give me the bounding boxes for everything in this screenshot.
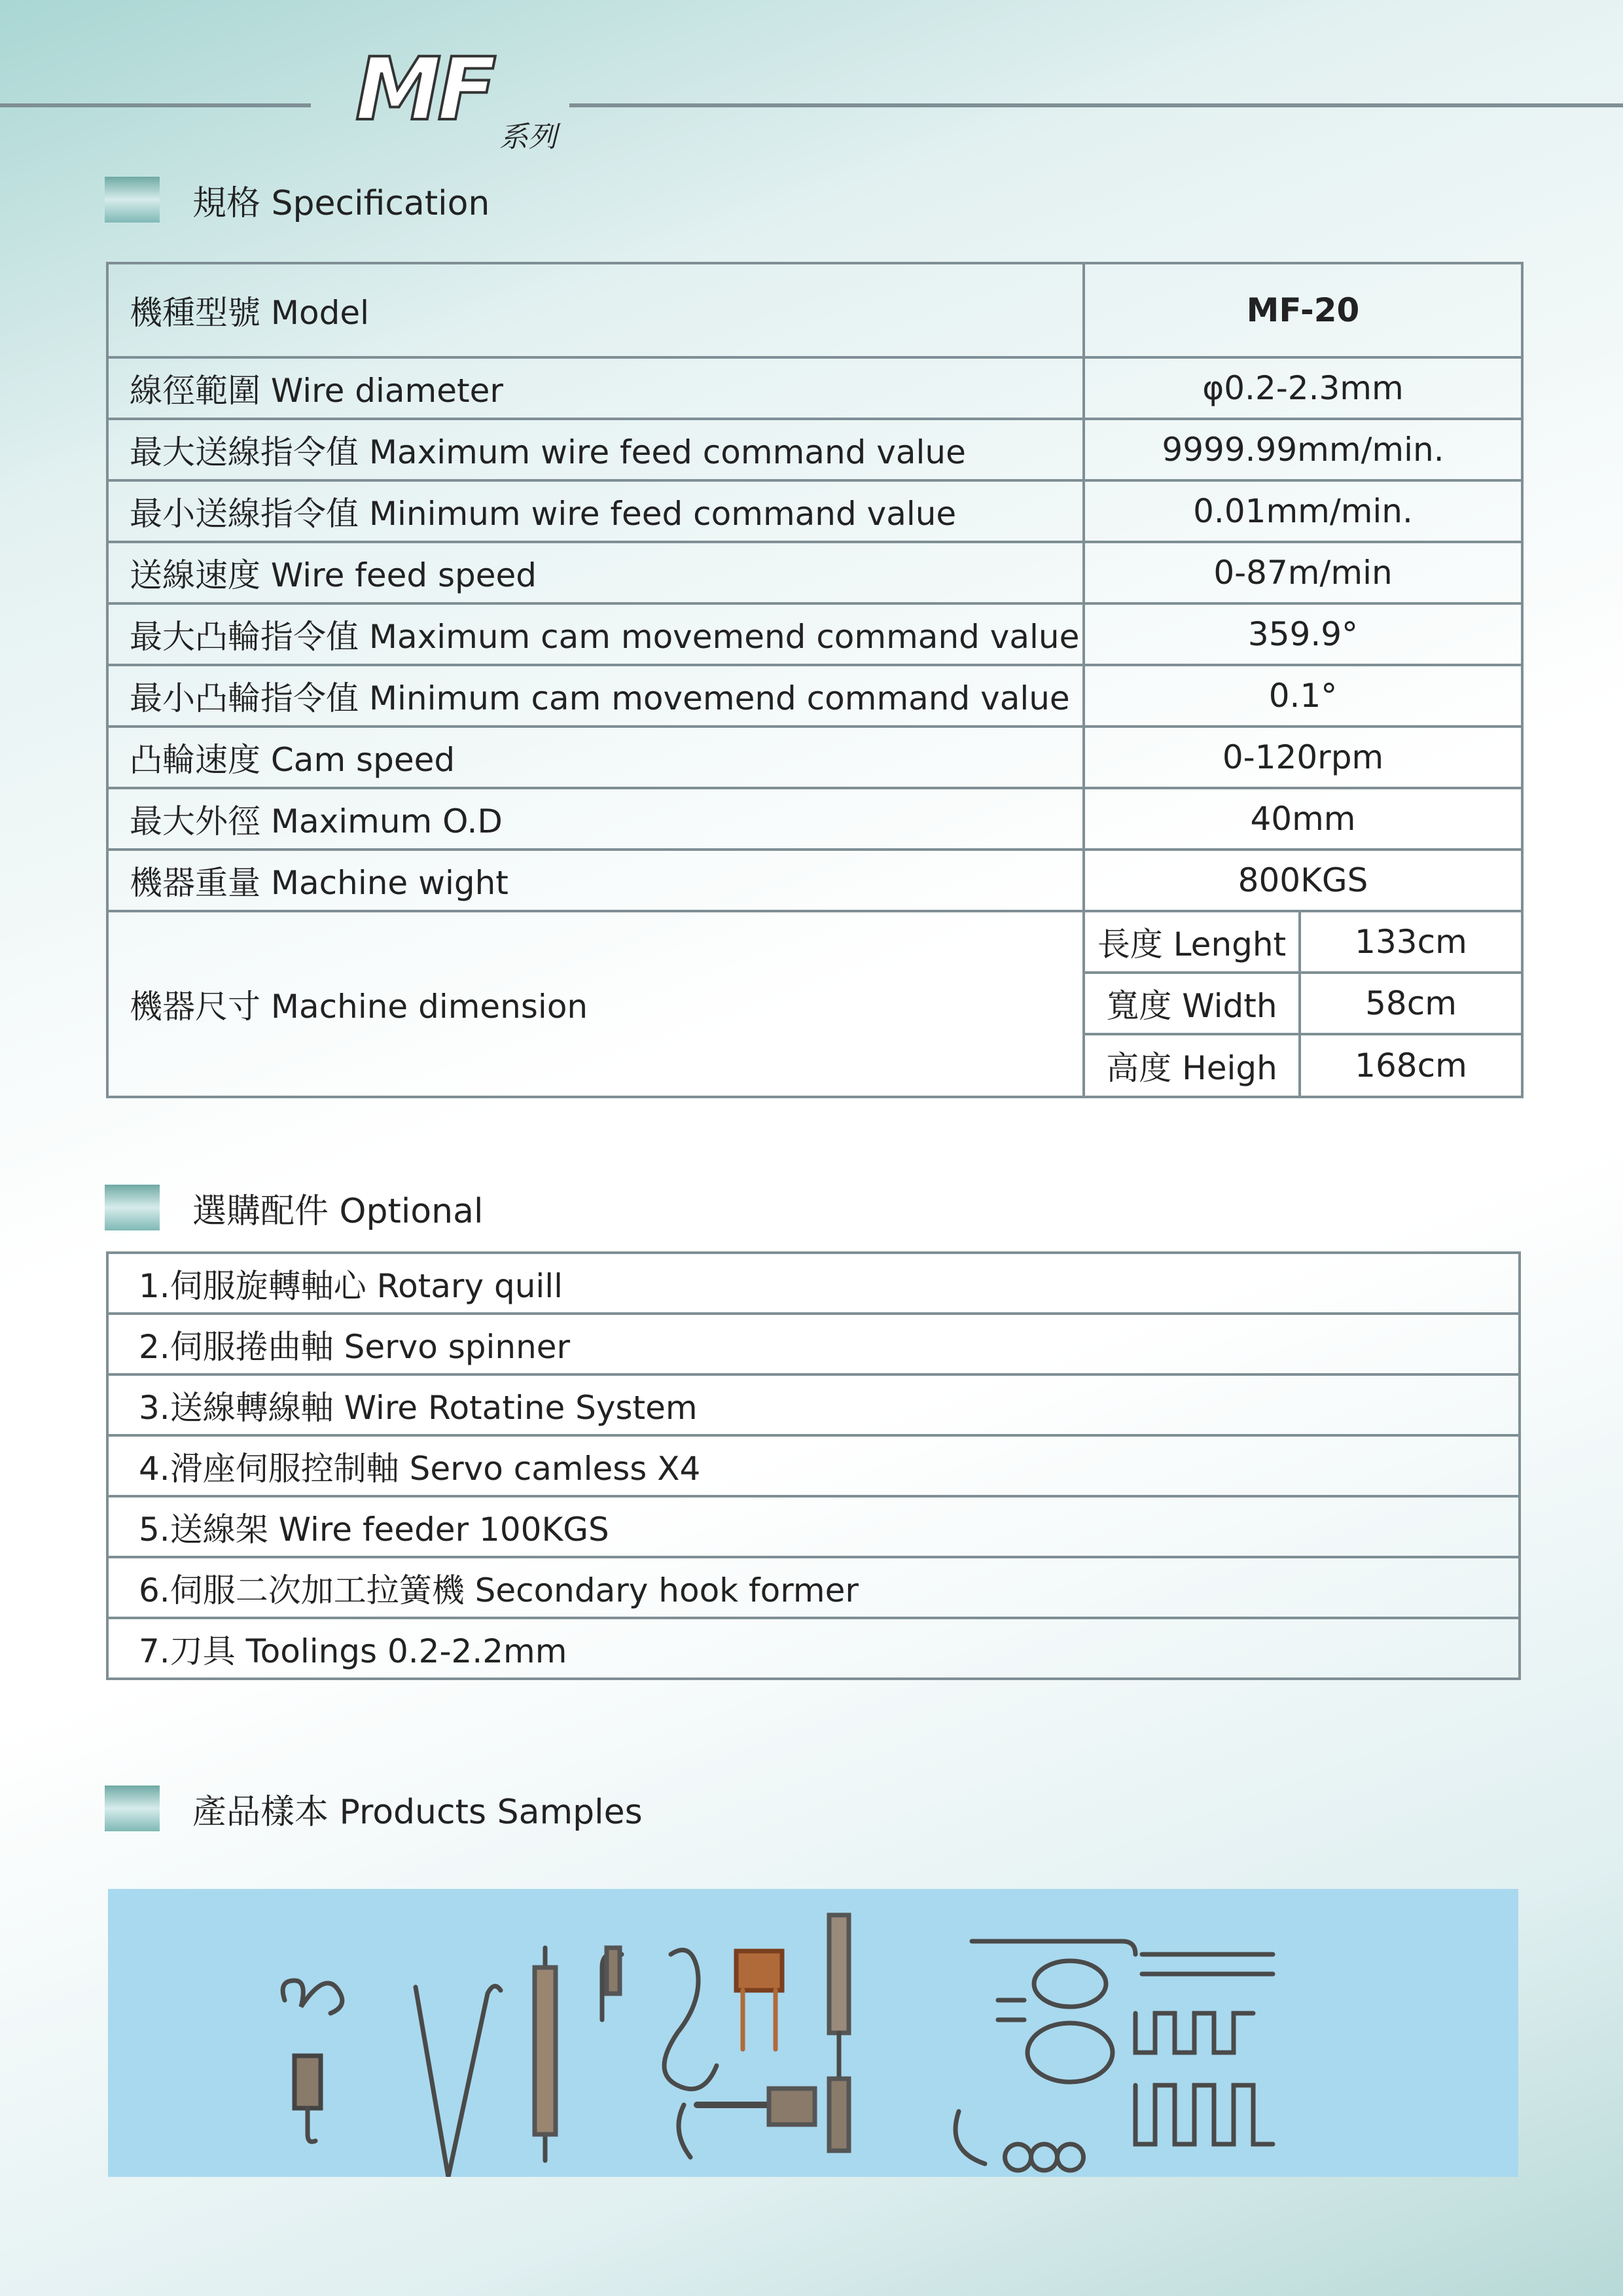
table-row (107, 850, 1522, 911)
mf-logo-icon (350, 46, 507, 131)
products-samples-image (108, 1889, 1518, 2177)
spring-icon (535, 1967, 556, 2134)
spec-value: 0.01mm/min. (1084, 480, 1522, 542)
spec-section-title (105, 170, 490, 229)
spec-value: φ0.2-2.3mm (1084, 357, 1522, 419)
spec-value: MF-20 (1084, 263, 1522, 357)
list-item (107, 1557, 1520, 1618)
optional-item: 7.刀具 Toolings 0.2-2.2mm (107, 1618, 1520, 1679)
list-item (107, 1374, 1520, 1435)
samples-section-title (105, 1779, 643, 1838)
table-row (107, 788, 1522, 850)
spring-icon (294, 2056, 321, 2108)
table-row (107, 542, 1522, 603)
dimension-sub-label: 長度 Lenght (1084, 911, 1300, 973)
svg-text:MF: MF (355, 46, 493, 131)
list-item (107, 1435, 1520, 1496)
spec-label: 機器重量 Machine wight (107, 850, 1084, 911)
table-row (107, 726, 1522, 788)
wire-form-icon (664, 1950, 717, 2157)
spec-label: 線徑範圍 Wire diameter (107, 357, 1084, 419)
spec-value: 0-120rpm (1084, 726, 1522, 788)
spec-label: 最大送線指令值 Maximum wire feed command value (107, 419, 1084, 480)
header-rule-left (0, 103, 311, 107)
spring-icon (736, 1951, 782, 1990)
spec-value: 40mm (1084, 788, 1522, 850)
spec-label: 送線速度 Wire feed speed (107, 542, 1084, 603)
optional-item: 1.伺服旋轉軸心 Rotary quill (107, 1253, 1520, 1314)
series-suffix: 系列 (499, 120, 557, 154)
spec-value: 359.9° (1084, 603, 1522, 665)
table-row (107, 357, 1522, 419)
section-marker-icon (105, 1185, 160, 1230)
springs-illustration (108, 1889, 1518, 2177)
spec-value: 800KGS (1084, 850, 1522, 911)
wire-form-icon (416, 1986, 501, 2177)
spec-label: 最大凸輪指令值 Maximum cam movemend command value (107, 603, 1084, 665)
optional-section-label: 選購配件 Optional (192, 1191, 484, 1231)
dimension-sub-value: 133cm (1300, 911, 1522, 973)
list-item (107, 1314, 1520, 1374)
optional-item: 4.滑座伺服控制軸 Servo camless X4 (107, 1435, 1520, 1496)
section-marker-icon (105, 1785, 160, 1831)
spec-label: 最小送線指令值 Minimum wire feed command value (107, 480, 1084, 542)
wire-form-icon (1135, 2013, 1253, 2053)
optional-item: 3.送線轉線軸 Wire Rotatine System (107, 1374, 1520, 1435)
list-item (107, 1253, 1520, 1314)
table-row (107, 419, 1522, 480)
list-item (107, 1496, 1520, 1557)
optional-item: 6.伺服二次加工拉簧機 Secondary hook former (107, 1557, 1520, 1618)
table-row (107, 480, 1522, 542)
table-row (107, 263, 1522, 357)
optional-item: 2.伺服捲曲軸 Servo spinner (107, 1314, 1520, 1374)
spec-section-label: 規格 Specification (192, 183, 490, 223)
spec-value: 0-87m/min (1084, 542, 1522, 603)
spec-table (106, 262, 1524, 1098)
spec-label: 機種型號 Model (107, 263, 1084, 357)
spec-value: 0.1° (1084, 665, 1522, 726)
table-row (107, 665, 1522, 726)
dimension-sub-value: 168cm (1300, 1034, 1522, 1097)
dimension-sub-label: 高度 Heigh (1084, 1034, 1300, 1097)
spec-label: 最大外徑 Maximum O.D (107, 788, 1084, 850)
series-logo (350, 46, 573, 154)
spec-value: 9999.99mm/min. (1084, 419, 1522, 480)
header-rule-right (569, 103, 1623, 107)
spec-label: 最小凸輪指令值 Minimum cam movemend command value (107, 665, 1084, 726)
optional-table (106, 1251, 1521, 1680)
list-item (107, 1618, 1520, 1679)
dimension-label: 機器尺寸 Machine dimension (107, 911, 1084, 1097)
table-row (107, 911, 1522, 973)
table-row (107, 603, 1522, 665)
spring-icon (283, 1981, 342, 2013)
optional-item: 5.送線架 Wire feeder 100KGS (107, 1496, 1520, 1557)
optional-section-title (105, 1178, 483, 1237)
spec-label: 凸輪速度 Cam speed (107, 726, 1084, 788)
dimension-sub-value: 58cm (1300, 973, 1522, 1034)
section-marker-icon (105, 177, 160, 223)
dimension-sub-label: 寬度 Width (1084, 973, 1300, 1034)
samples-section-label: 產品樣本 Products Samples (192, 1792, 643, 1832)
